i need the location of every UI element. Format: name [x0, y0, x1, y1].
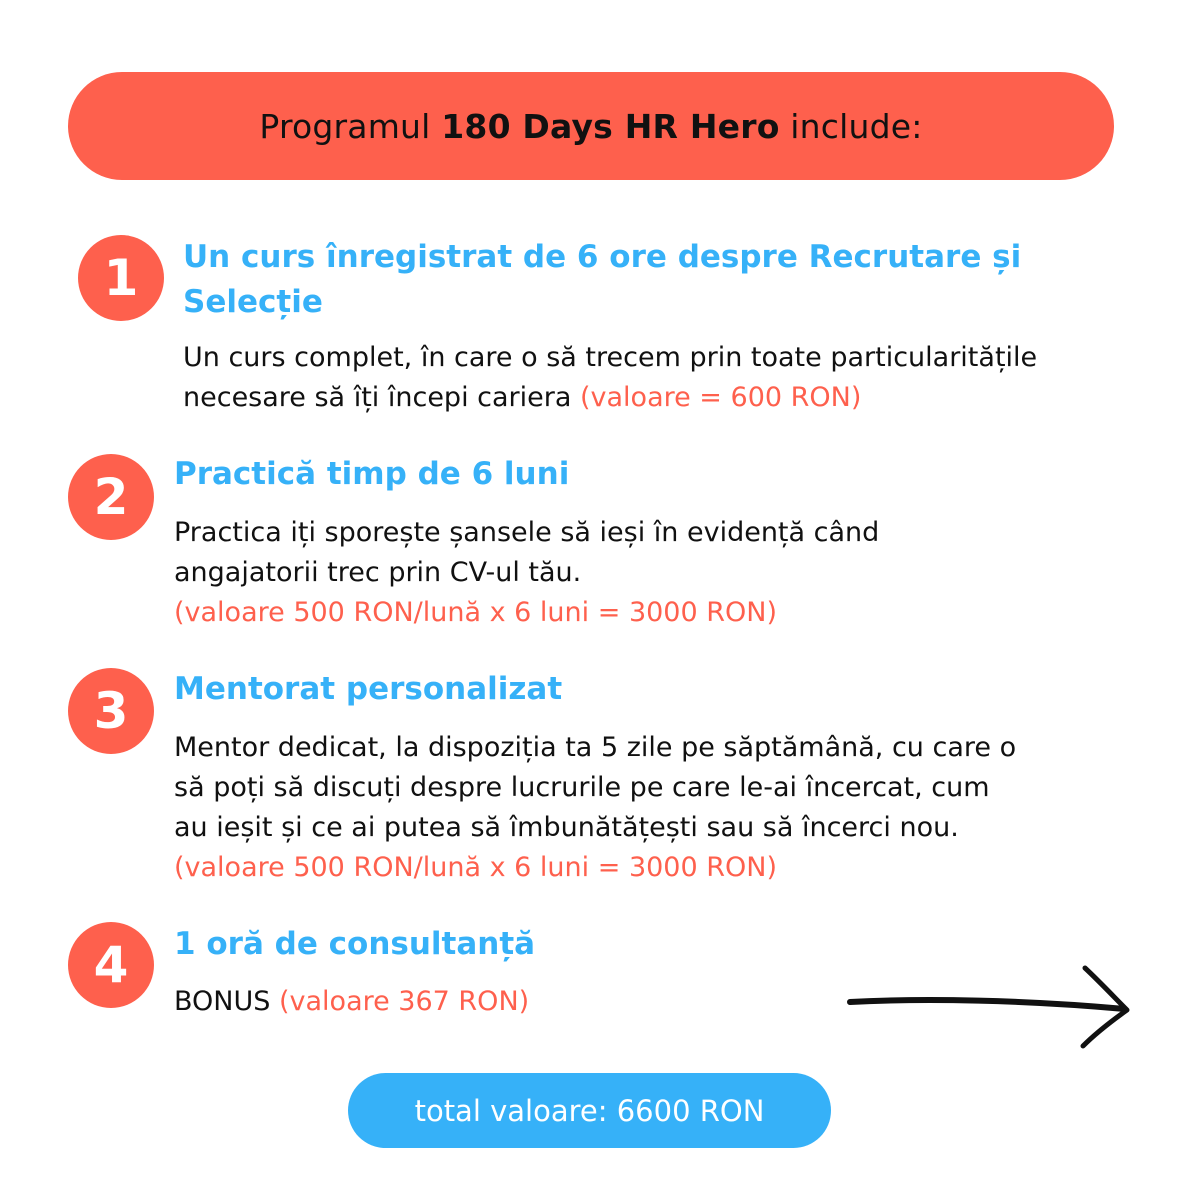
- number-badge-4: 4: [68, 922, 154, 1008]
- header-prefix: Programul: [259, 106, 431, 146]
- item-description-line: angajatorii trec prin CV-ul tău.: [174, 557, 582, 588]
- total-value-label: total valoare: 6600 RON: [414, 1093, 765, 1128]
- item-description-4: [174, 982, 774, 1022]
- item-title-3: Mentorat personalizat: [174, 671, 563, 707]
- number-badge-1: 1: [78, 235, 164, 321]
- item-description-3: [174, 728, 1134, 888]
- item-description-line: Practica iți sporește șansele să ieși în evidență când: [174, 517, 880, 548]
- item-description-2: [174, 513, 1134, 633]
- item-description-line: Mentor dedicat, la dispoziția ta 5 zile pe săptămână, cu care o: [174, 732, 1017, 763]
- item-description-line: să poți să discuți despre lucrurile pe care le-ai încercat, cum: [174, 772, 990, 803]
- number-badge-2: 2: [68, 454, 154, 540]
- bonus-label: BONUS: [174, 986, 279, 1017]
- item-price-3: (valoare 500 RON/lună x 6 luni = 3000 RON): [174, 852, 777, 883]
- program-name: 180 Days HR Hero: [441, 106, 780, 146]
- item-price-1: (valoare = 600 RON): [579, 382, 862, 413]
- item-description-line: necesare să îți începi cariera: [183, 382, 580, 413]
- item-description-line: Un curs complet, în care o să trecem prin toate particularitățile: [183, 342, 1038, 373]
- header-suffix: include:: [790, 106, 923, 146]
- number-badge-3: 3: [68, 668, 154, 754]
- header-banner: [68, 72, 1114, 180]
- item-description-line: au ieșit și ce ai putea să îmbunătățești sau să încerci nou.: [174, 812, 959, 843]
- item-title-1: Un curs înregistrat de 6 ore despre Recrutare și Selecție: [183, 239, 1022, 320]
- right-arrow-icon: [845, 962, 1135, 1052]
- item-title-2: Practică timp de 6 luni: [174, 456, 570, 492]
- item-title-4: 1 oră de consultanță: [174, 926, 536, 962]
- item-price-2: (valoare 500 RON/lună x 6 luni = 3000 RON): [174, 597, 777, 628]
- item-description-1: [183, 338, 1143, 418]
- total-value-badge: [348, 1073, 831, 1148]
- item-price-4: (valoare 367 RON): [278, 986, 530, 1017]
